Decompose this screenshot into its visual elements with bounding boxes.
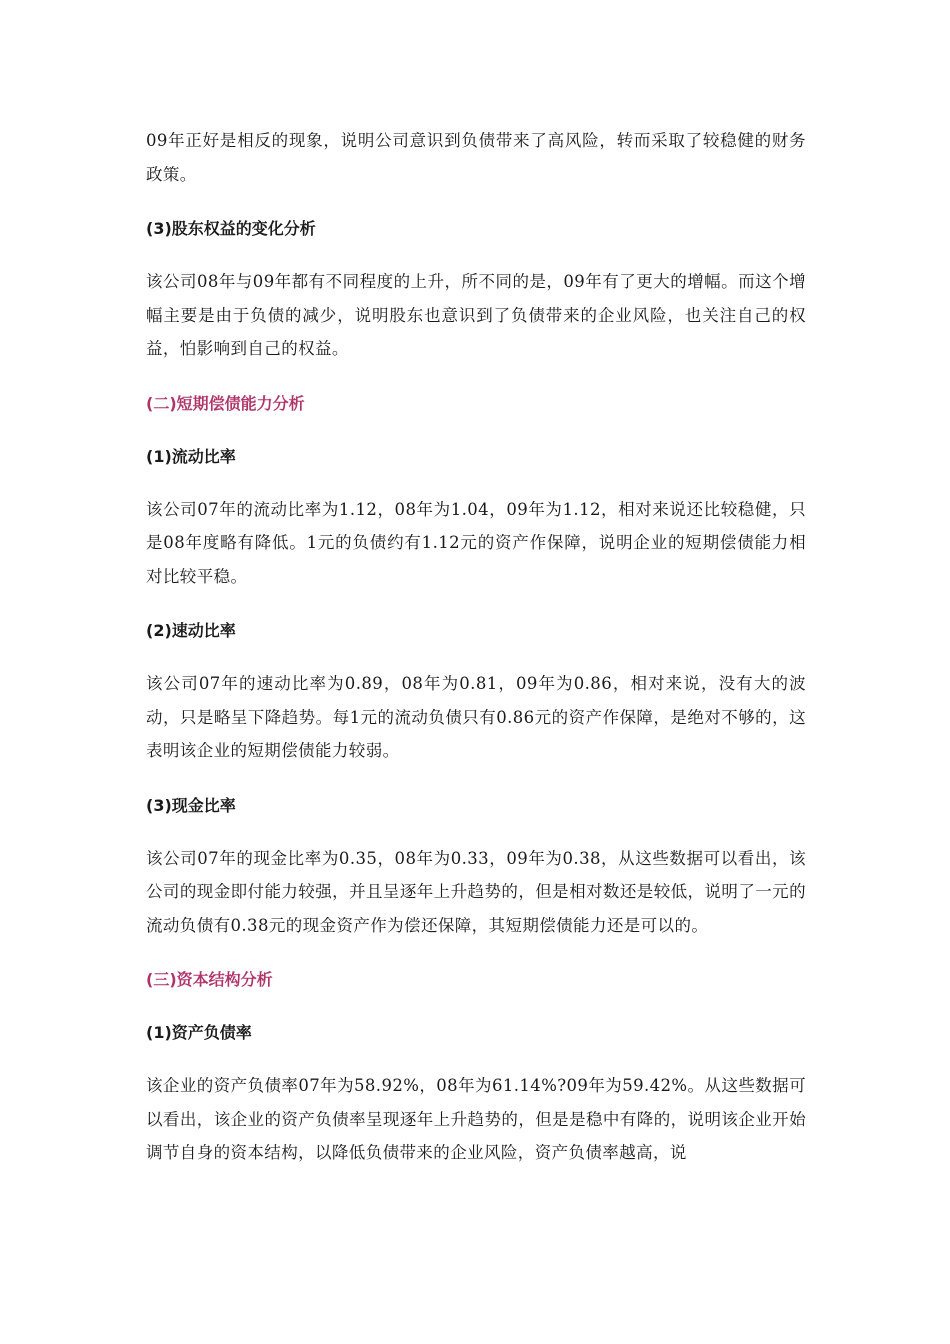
paragraph-quick-ratio: 该公司07年的速动比率为0.89，08年为0.81，09年为0.86，相对来说，没有大的波动，只是略呈下降趋势。每1元的流动负债只有0.86元的资产作保障，是绝对不够的，这表明该企业的短期偿债能力较弱。 [146, 674, 806, 760]
heading-quick-ratio: (2)速动比率 [146, 621, 236, 640]
document-page [146, 124, 806, 1170]
heading-debt-asset-ratio: (1)资产负债率 [146, 1023, 252, 1042]
section-heading-capital-structure: (三)资本结构分析 [146, 970, 273, 989]
paragraph-cash-ratio: 该公司07年的现金比率为0.35，08年为0.33，09年为0.38，从这些数据可以看出，该公司的现金即付能力较强，并且呈逐年上升趋势的，但是相对数还是较低，说明了一元的流动负债有0.38元的现金资产作为偿还保障，其短期偿债能力还是可以的。 [146, 848, 806, 935]
paragraph-current-ratio: 该公司07年的流动比率为1.12，08年为1.04，09年为1.12，相对来说还比较稳健，只是08年度略有降低。1元的负债约有1.12元的资产作保障，说明企业的短期偿债能力相对比较平稳。 [146, 499, 806, 586]
heading-equity-change-analysis: (3)股东权益的变化分析 [146, 219, 316, 238]
paragraph-debt-asset-ratio: 该企业的资产负债率07年为58.92%，08年为61.14%?09年为59.42%。从这些数据可以看出，该企业的资产负债率呈现逐年上升趋势的，但是是稳中有降的，说明该企业开始调节自身的资本结构，以降低负债带来的企业风险，资产负债率越高，说 [146, 1076, 806, 1162]
paragraph-liability-change-conclusion: 09年正好是相反的现象，说明公司意识到负债带来了高风险，转而采取了较稳健的财务政策。 [146, 131, 806, 184]
heading-current-ratio: (1)流动比率 [146, 446, 236, 466]
heading-cash-ratio: (3)现金比率 [146, 795, 236, 815]
section-heading-short-term-solvency: (二)短期偿债能力分析 [146, 393, 305, 413]
paragraph-equity-change: 该公司08年与09年都有不同程度的上升，所不同的是，09年有了更大的增幅。而这个增幅主要是由于负债的减少，说明股东也意识到了负债带来的企业风险，也关注自己的权益，怕影响到自己的权益。 [146, 272, 806, 358]
